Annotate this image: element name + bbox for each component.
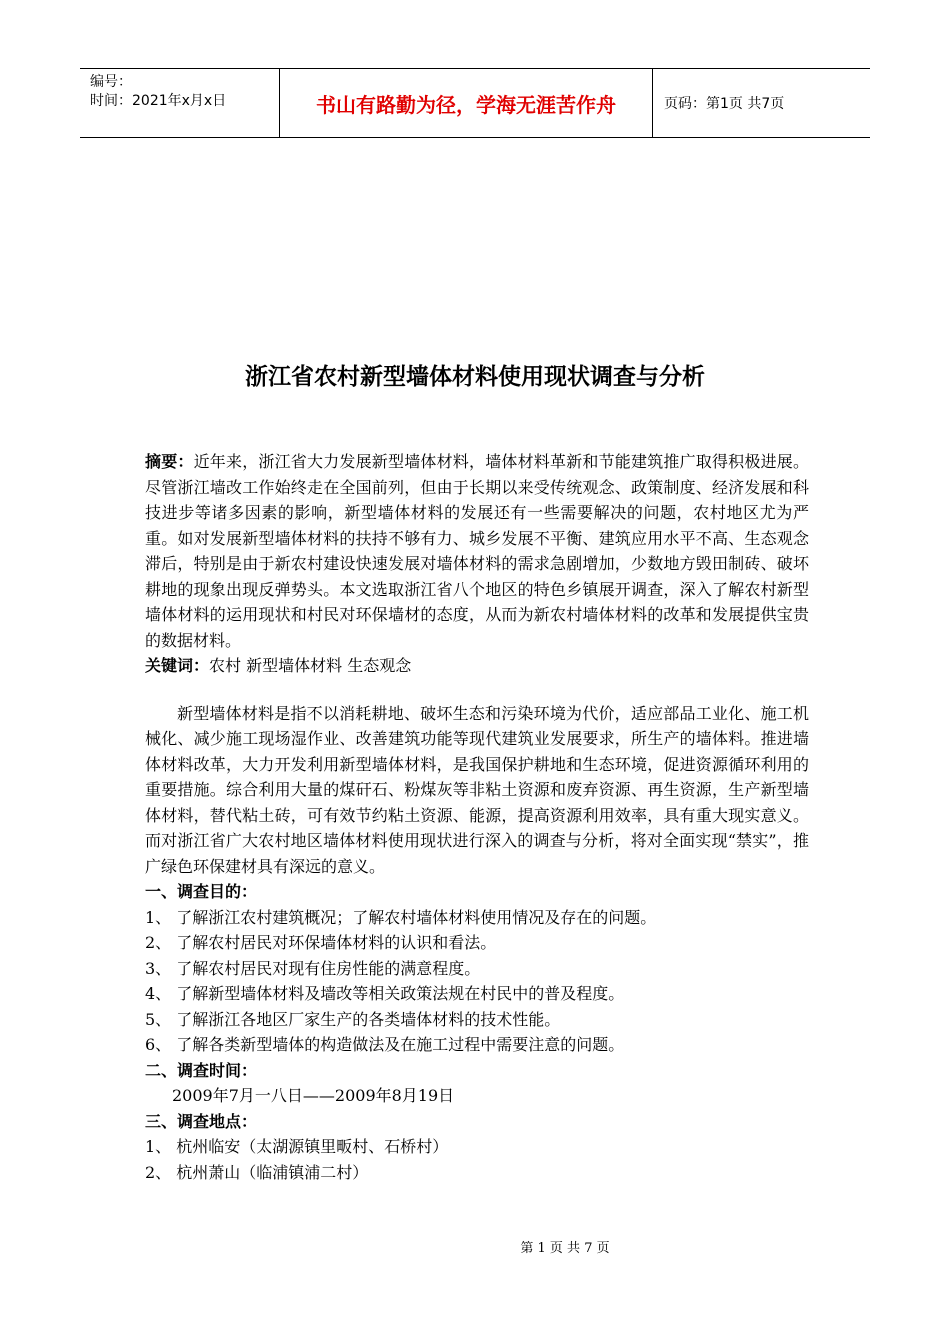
- list-item: 6、 了解各类新型墙体的构造做法及在施工过程中需要注意的问题。: [145, 1035, 625, 1054]
- page-header: [80, 68, 870, 138]
- document-title: 浙江省农村新型墙体材料使用现状调查与分析: [245, 364, 705, 390]
- list-item: 3、 了解农村居民对现有住房性能的满意程度。: [145, 958, 481, 978]
- abstract-text: 近年来，浙江省大力发展新型墙体材料，墙体材料革新和节能建筑推广取得积极进展。尽管浙江墙改工作始终走在全国前列，但由于长期以来受传统观念、政策制度、经济发展和科技进步等诸多因素的影响，新型墙体材料的发展还有一些需要解决的问题，农村地区尤为严重。如对发展新型墙体材料的扶持不够有力、城乡发展不平衡、建筑应用水平不高、生态观念滞后，特别是由于新农村建设快速发展对墙体材料的需求急剧增加，少数地方毁田制砖、破坏耕地的现象出现反弹势头。本文选取浙江省八个地区的特色乡镇展开调查，深入了解农村新型墙体材料的运用现状和村民对环保墙材的态度，从而为新农村墙体材料的改革和发展提供宝贵的数据材料。: [145, 452, 809, 650]
- abstract-paragraph: [145, 449, 809, 653]
- section-heading-purpose: 一、调查目的：: [145, 882, 258, 901]
- section-heading-location: 三、调查地点：: [145, 1111, 258, 1131]
- header-motto: 书山有路勤为径，学海无涯苦作舟: [280, 69, 653, 137]
- list-item: 1、 了解浙江农村建筑概况；了解农村墙体材料使用情况及存在的问题。: [145, 907, 657, 927]
- header-meta: [80, 69, 280, 137]
- abstract-label: 摘要：: [145, 452, 194, 471]
- footer-page-number: 第 1 页 共 7 页: [520, 1241, 610, 1256]
- header-page-code: 页码：第1页 共7页: [664, 96, 785, 112]
- header-time: 时间：2021年x月x日: [90, 93, 227, 109]
- survey-time-text: 2009年7月一八日——2009年8月19日: [172, 1086, 455, 1105]
- list-item: 2、 了解农村居民对环保墙体材料的认识和看法。: [145, 933, 497, 952]
- list-item: 4、 了解新型墙体材料及墙改等相关政策法规在村民中的普及程度。: [145, 984, 625, 1003]
- list-item: 2、 杭州萧山（临浦镇浦二村）: [145, 1162, 369, 1182]
- intro-paragraph: 新型墙体材料是指不以消耗耕地、破坏生态和污染环境为代价，适应部品工业化、施工机械化、减少施工现场湿作业、改善建筑功能等现代建筑业发展要求，所生产的墙体料。推进墙体材料改革，大力开发利用新型墙体材料，是我国保护耕地和生态环境，促进资源循环利用的重要措施。综合利用大量的煤矸石、粉煤灰等非粘土资源和废弃资源、再生资源，生产新型墙体材料，替代粘土砖，可有效节约粘土资源、能源，提高资源利用效率，具有重大现实意义。而对浙江省广大农村地区墙体材料使用现状进行深入的调查与分析，将对全面实现“禁实”，推广绿色环保建材具有深远的意义。: [145, 703, 809, 876]
- document-body: [145, 449, 809, 1185]
- keywords-text: 农村 新型墙体材料 生态观念: [209, 656, 412, 675]
- section-heading-time: 二、调查时间：: [145, 1060, 258, 1080]
- list-item: 5、 了解浙江各地区厂家生产的各类墙体材料的技术性能。: [145, 1009, 561, 1029]
- keywords-label: 关键词：: [145, 656, 210, 675]
- page-footer: [0, 1237, 950, 1256]
- keywords-line: [145, 653, 809, 679]
- list-item: 1、 杭州临安（太湖源镇里畈村、石桥村）: [145, 1137, 449, 1156]
- header-number: 编号：: [90, 74, 132, 90]
